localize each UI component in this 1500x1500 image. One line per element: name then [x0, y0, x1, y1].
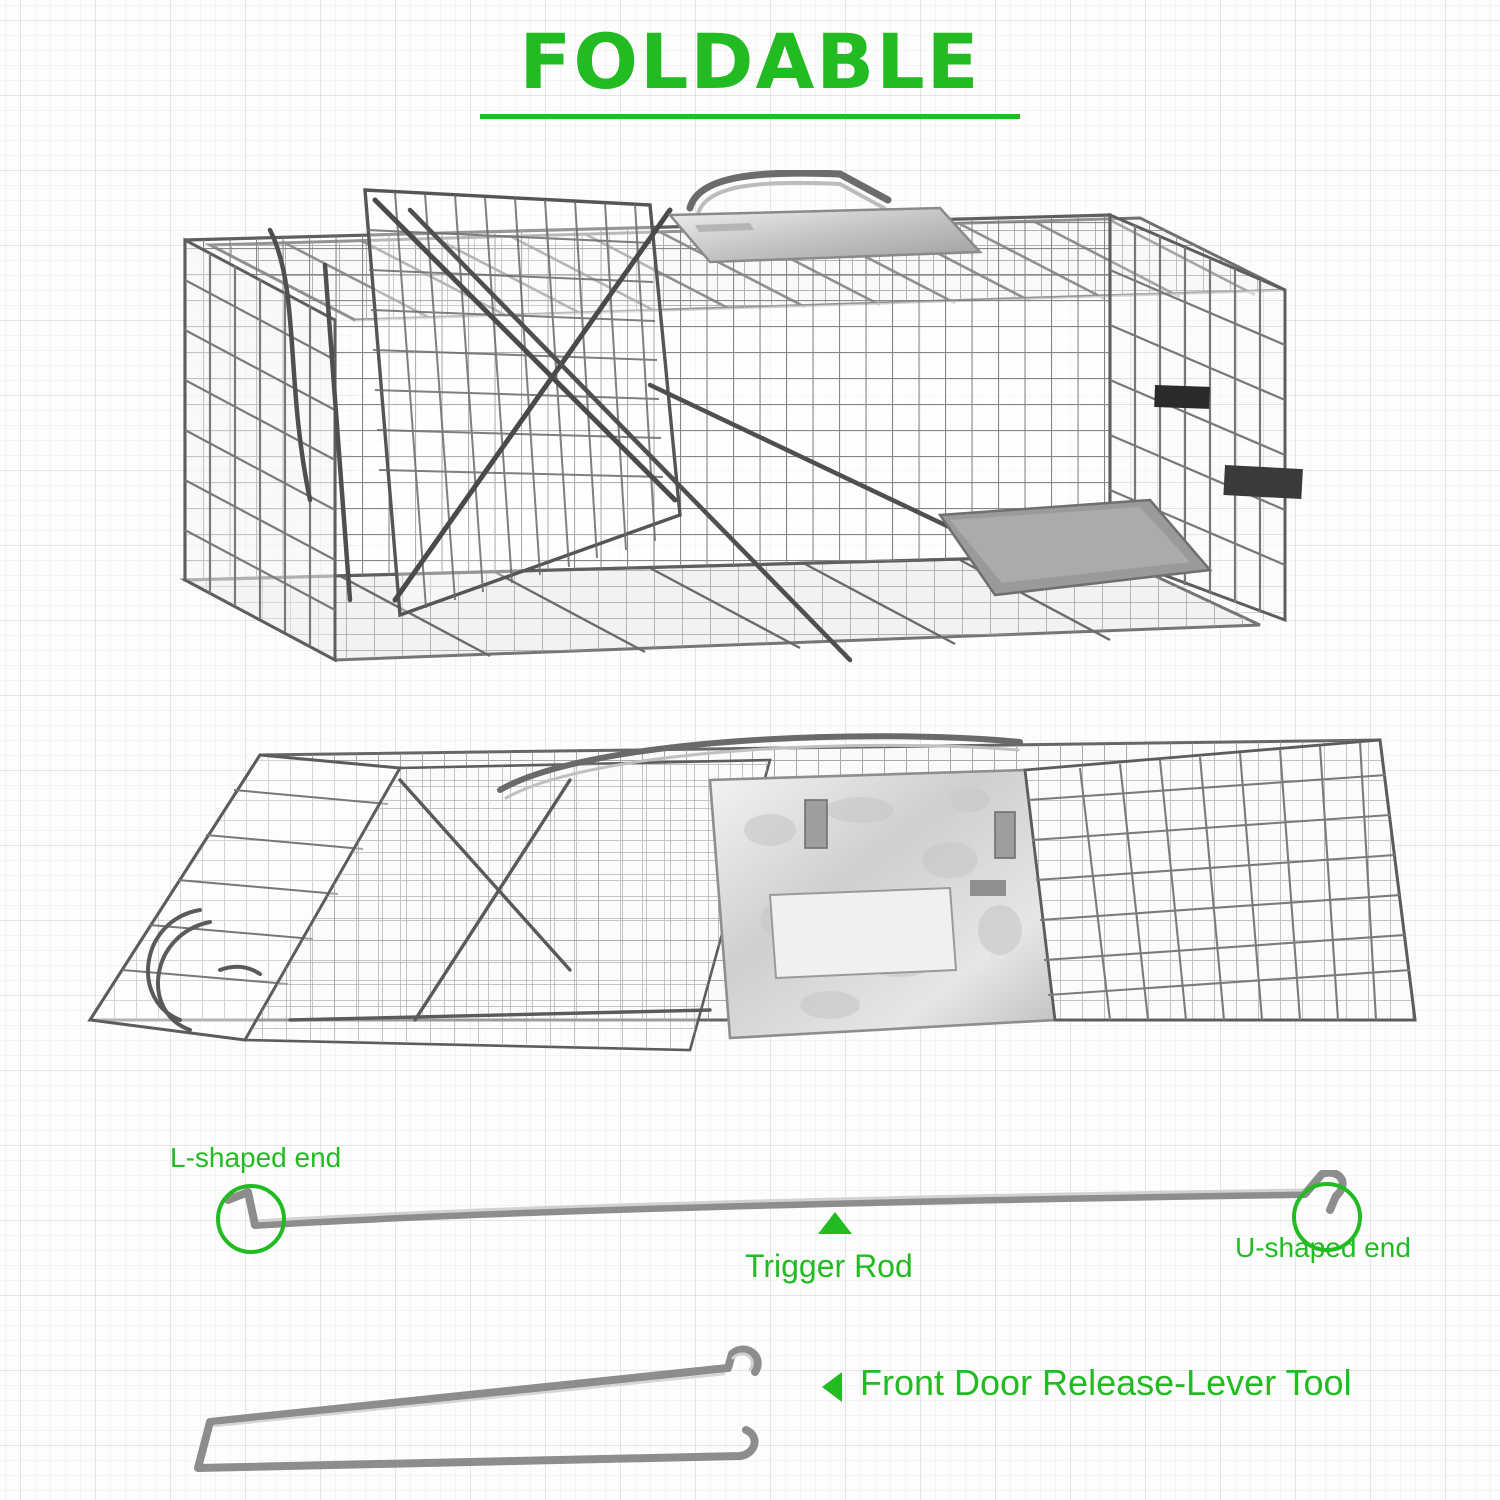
carry-handle — [690, 173, 888, 214]
release-lever-pointer-icon — [822, 1372, 842, 1402]
right-latch-bar — [1154, 385, 1210, 409]
l-end-highlight-circle — [216, 1184, 286, 1254]
release-lever-figure — [180, 1330, 800, 1490]
l-shaped-end-label: L-shaped end — [170, 1142, 342, 1173]
title-underline — [480, 114, 1020, 119]
page-title: FOLDABLE — [519, 17, 981, 106]
trigger-rod-pointer-icon — [818, 1212, 852, 1234]
u-shaped-end-label: U-shaped end — [1235, 1232, 1411, 1263]
folded-trap-figure — [70, 720, 1450, 1120]
right-door-latch — [1223, 465, 1302, 499]
galvanized-cover-plate — [710, 770, 1055, 1038]
release-lever-label: Front Door Release-Lever Tool — [860, 1362, 1352, 1403]
top-cover-plate — [670, 208, 980, 262]
trigger-rod-label: Trigger Rod — [745, 1248, 913, 1284]
folded-right-section — [1025, 740, 1415, 1020]
title-block — [0, 17, 1500, 119]
assembled-trap-figure — [150, 170, 1370, 710]
